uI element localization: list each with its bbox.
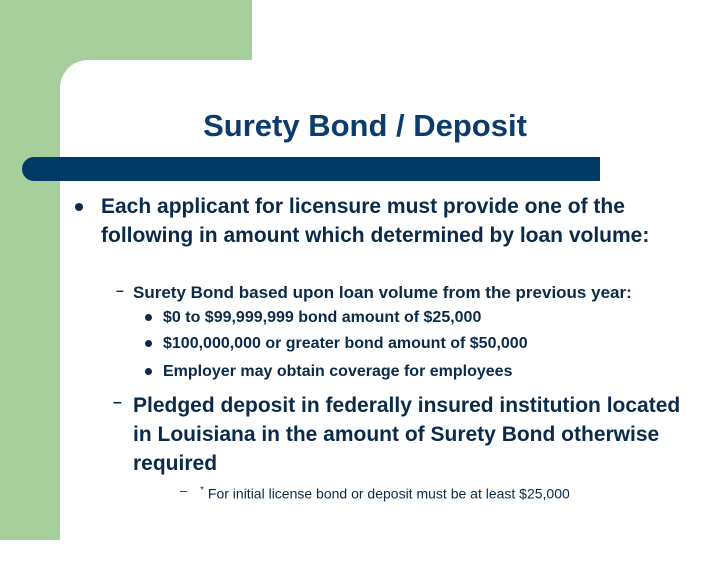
slide-title: Surety Bond / Deposit [203, 108, 527, 143]
footnote [200, 482, 700, 503]
dash-marker: – [113, 394, 122, 411]
dash-marker: – [180, 483, 188, 498]
sub-bullet-pledged-deposit: Pledged deposit in federally insured institution located in Louisiana in the amount of Surety Bond otherwise required [133, 394, 681, 475]
bullet-dot [145, 314, 152, 321]
footnote-mark: * [200, 485, 204, 496]
bullet-dot [75, 203, 83, 211]
bullet-main-text: Each applicant for licensure must provide one of the following in amount which determined by loan volume: [101, 195, 650, 247]
bullet-dot [145, 340, 152, 347]
sub-item-employer-coverage: Employer may obtain coverage for employees [163, 363, 513, 380]
footnote-text: For initial license bond or deposit must be at least $25,000 [207, 485, 570, 502]
sub-bullet-surety-bond: Surety Bond based upon loan volume from the previous year: [133, 283, 632, 302]
sub-item-bond-tier-2: $100,000,000 or greater bond amount of $50,000 [163, 335, 528, 352]
sub-item-bond-tier-1: $0 to $99,999,999 bond amount of $25,000 [163, 309, 482, 326]
dash-marker: – [116, 282, 124, 298]
title-underline-bar [22, 157, 600, 181]
bullet-dot [145, 368, 152, 375]
